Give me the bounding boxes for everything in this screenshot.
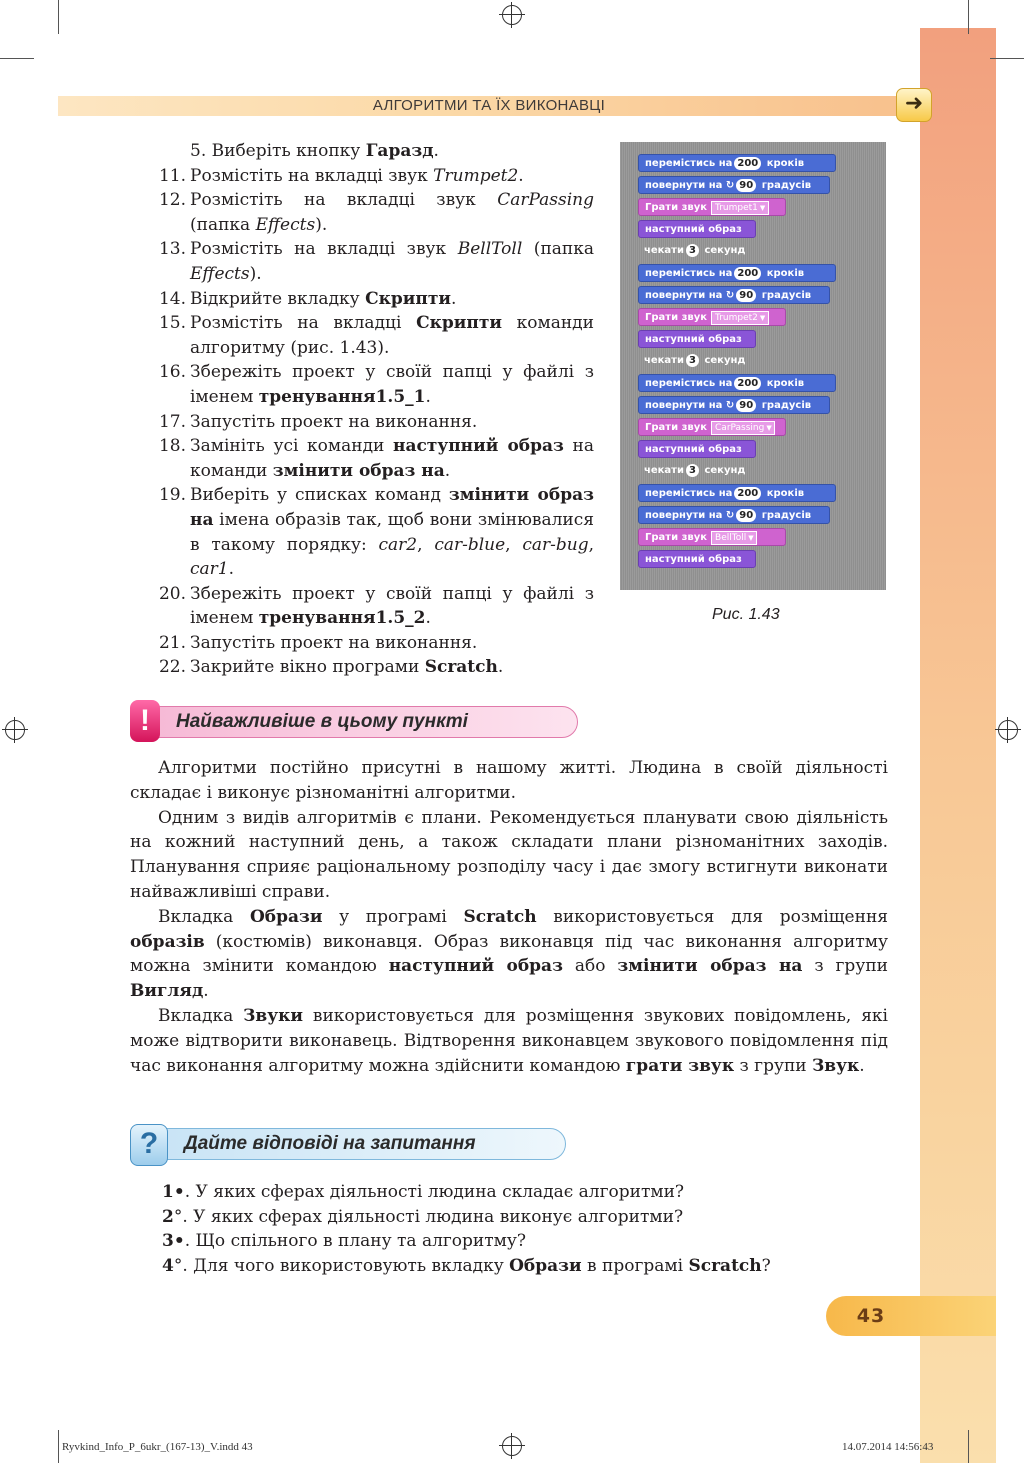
text-run: (папка bbox=[522, 239, 594, 260]
scratch-block-motion-turn bbox=[638, 506, 830, 524]
text-run: 1 bbox=[162, 1182, 174, 1202]
chapter-header-title: АЛГОРИТМИ ТА ЇХ ВИКОНАВЦІ bbox=[372, 97, 606, 114]
scratch-block-motion-turn bbox=[638, 176, 830, 194]
block-label: Грати звук bbox=[645, 202, 708, 213]
text-run: у програмі bbox=[322, 906, 464, 927]
step-item bbox=[148, 287, 594, 312]
text-run: ). bbox=[249, 263, 262, 284]
text-run: ° bbox=[173, 1255, 183, 1276]
figure-caption: Рис. 1.43 bbox=[712, 606, 780, 623]
question-item bbox=[162, 1180, 902, 1205]
block-label: перемістись на bbox=[645, 378, 733, 389]
block-label: секунд bbox=[700, 465, 746, 476]
text-run: CarPassing bbox=[497, 190, 594, 211]
text-run: Звук bbox=[812, 1055, 860, 1076]
question-item bbox=[162, 1229, 902, 1254]
block-label: Грати звук bbox=[645, 532, 708, 543]
text-run: використовується для розміщення звукових повідомлень, які може відтворити виконавець. Відтворення виконавцем звукового повідомлення під час виконання алгоритму можна здійснити командою bbox=[130, 1005, 888, 1076]
step-item bbox=[148, 631, 594, 656]
text-run: з групи bbox=[802, 956, 888, 977]
sound-dropdown: Trumpet2 bbox=[711, 311, 769, 325]
registration-mark-icon bbox=[502, 1436, 522, 1456]
block-label: секунд bbox=[700, 245, 746, 256]
block-label: чекати bbox=[644, 355, 684, 366]
text-run: car-bug bbox=[522, 534, 589, 555]
block-label: повернути на bbox=[645, 180, 723, 191]
text-run: . У яких сферах діяльності людина складає алгоритми? bbox=[184, 1182, 685, 1202]
block-label: наступний образ bbox=[645, 554, 742, 565]
text-run: . bbox=[450, 288, 457, 309]
registration-mark-icon bbox=[502, 5, 522, 25]
text-run: 3 bbox=[162, 1231, 174, 1251]
step-text bbox=[190, 164, 594, 189]
text-run: Scratch bbox=[688, 1255, 762, 1276]
step-text bbox=[190, 311, 594, 360]
summary-paragraph bbox=[130, 905, 888, 1004]
text-run: Гаразд bbox=[365, 141, 434, 161]
question-item bbox=[162, 1254, 902, 1279]
rotate-icon: ↻ bbox=[722, 400, 735, 411]
text-run: Вигляд bbox=[130, 981, 204, 1002]
block-label: повернути на bbox=[645, 400, 723, 411]
block-label: градусів bbox=[758, 180, 812, 191]
text-run: . bbox=[425, 386, 431, 407]
text-run: , bbox=[505, 534, 523, 555]
step-text bbox=[190, 655, 594, 680]
text-run: . bbox=[859, 1055, 865, 1076]
scratch-block-control bbox=[638, 352, 760, 370]
text-run: тренування1.5_1 bbox=[258, 386, 426, 407]
text-run: • bbox=[173, 1231, 185, 1251]
text-run: , bbox=[588, 534, 595, 555]
sound-dropdown: BellToll bbox=[711, 531, 757, 545]
value-input: 200 bbox=[734, 487, 761, 500]
text-run: імена образів так, щоб вони змінювалися в такому порядку: bbox=[190, 509, 594, 555]
scratch-block-motion-turn bbox=[638, 396, 830, 414]
rotate-icon: ↻ bbox=[722, 180, 735, 191]
block-label: секунд bbox=[700, 355, 746, 366]
step-item bbox=[148, 434, 594, 483]
text-run: . bbox=[203, 981, 209, 1002]
question-mark-icon: ? bbox=[130, 1124, 168, 1166]
text-run: або bbox=[562, 956, 618, 977]
text-run: Розмістіть на вкладці звук bbox=[190, 165, 434, 186]
text-run: . bbox=[444, 460, 451, 481]
text-run: . У яких сферах діяльності людина виконує алгоритми? bbox=[182, 1206, 684, 1227]
text-run: Замініть усі команди bbox=[190, 436, 393, 457]
block-label: наступний образ bbox=[645, 334, 742, 345]
step-number: 20. bbox=[158, 583, 186, 604]
text-run: . bbox=[425, 608, 431, 629]
text-run: Скрипти bbox=[365, 288, 451, 309]
step-text bbox=[190, 582, 594, 631]
text-run: Одним з видів алгоритмів є плани. Рекомендується планувати свою діяльність на кожний наступний день, а також складати плани різноманітних заходів. Планування сприяє раціональному розподілу часу і дає змогу встигнути виконати найважливіші справи. bbox=[130, 807, 888, 902]
step-item bbox=[148, 410, 594, 435]
text-run: Закрийте вікно програми bbox=[190, 657, 425, 678]
step-item bbox=[148, 164, 594, 189]
step-text bbox=[190, 188, 594, 237]
crop-mark bbox=[990, 58, 1024, 59]
text-run: використовується для розміщення bbox=[536, 906, 889, 927]
scratch-block-looks bbox=[638, 440, 756, 458]
questions-title: Дайте відповіді на запитання bbox=[184, 1133, 476, 1154]
step-item bbox=[148, 582, 594, 631]
scratch-block-control bbox=[638, 242, 760, 260]
text-run: Розмістіть на вкладці звук bbox=[190, 190, 498, 211]
crop-mark bbox=[58, 1430, 59, 1463]
scratch-block-control bbox=[638, 462, 760, 480]
text-run: Алгоритми постійно присутні в нашому житті. Людина в своїй діяльності складає і виконує різноманітні алгоритми. bbox=[130, 758, 888, 803]
value-input: 200 bbox=[734, 267, 761, 280]
text-run: Відкрийте вкладку bbox=[190, 288, 366, 309]
footer-filename: Ryvkind_Info_P_6ukr_(167-13)_V.indd 43 bbox=[62, 1441, 253, 1453]
step-number bbox=[148, 139, 190, 164]
text-run: Запустіть проект на виконання. bbox=[190, 411, 478, 432]
block-label: чекати bbox=[644, 465, 684, 476]
step-text bbox=[190, 434, 594, 483]
step-text bbox=[190, 483, 594, 581]
text-run: Вкладка bbox=[158, 1005, 244, 1026]
text-run: car-blue bbox=[434, 534, 506, 555]
text-run: Скрипти bbox=[416, 313, 502, 334]
scratch-block-sound bbox=[638, 308, 786, 326]
step-number: 21. bbox=[158, 632, 186, 653]
text-run: в програмі bbox=[581, 1255, 689, 1276]
text-run: Виберіть у списках команд bbox=[190, 485, 449, 506]
value-input: 3 bbox=[686, 464, 699, 477]
text-run: Збережіть проект у своїй папці у файлі з іменем bbox=[190, 583, 594, 629]
block-label: градусів bbox=[758, 510, 812, 521]
step-item bbox=[148, 188, 594, 237]
summary-title: Найважливіше в цьому пункті bbox=[176, 711, 468, 732]
step-number: 16. bbox=[158, 362, 186, 383]
step-item bbox=[148, 237, 594, 286]
step-number: 18. bbox=[158, 436, 186, 457]
questions-list bbox=[162, 1180, 902, 1278]
block-label: перемістись на bbox=[645, 158, 733, 169]
text-run: Effects bbox=[255, 214, 316, 235]
side-color-strip bbox=[920, 28, 996, 1463]
text-run: на команди bbox=[190, 436, 594, 481]
text-run: , bbox=[417, 534, 435, 555]
text-run: . bbox=[228, 559, 235, 580]
scratch-block-sound bbox=[638, 418, 786, 436]
text-run: . bbox=[433, 141, 439, 161]
step-item bbox=[148, 360, 594, 409]
registration-mark-icon bbox=[998, 720, 1018, 740]
step-item bbox=[148, 483, 594, 581]
value-input: 3 bbox=[686, 354, 699, 367]
block-label: перемістись на bbox=[645, 268, 733, 279]
text-run: . Для чого використовують вкладку bbox=[182, 1255, 510, 1276]
registration-mark-icon bbox=[5, 720, 25, 740]
text-run: Scratch bbox=[424, 657, 498, 678]
step-text bbox=[190, 237, 594, 286]
summary-paragraph bbox=[130, 756, 888, 806]
scratch-block-motion-move bbox=[638, 484, 836, 502]
value-input: 90 bbox=[736, 179, 756, 192]
text-run: ? bbox=[761, 1255, 771, 1276]
scratch-block-motion-move bbox=[638, 154, 836, 172]
text-run: образів bbox=[130, 931, 205, 952]
step-text bbox=[190, 139, 594, 164]
text-run: з групи bbox=[734, 1055, 813, 1076]
block-label: повернути на bbox=[645, 290, 723, 301]
scratch-script-figure bbox=[620, 142, 886, 590]
step-text bbox=[190, 287, 594, 312]
step-number: 22. bbox=[158, 657, 186, 678]
text-run: 2 bbox=[162, 1206, 174, 1227]
text-run: . Що спільного в плану та алгоритму? bbox=[184, 1231, 526, 1251]
question-item bbox=[162, 1205, 902, 1230]
block-label: кроків bbox=[763, 158, 805, 169]
scratch-block-sound bbox=[638, 528, 786, 546]
text-run: • bbox=[173, 1182, 185, 1202]
step-number: 14. bbox=[158, 288, 186, 309]
dropdown-arrow-icon: ▼ bbox=[766, 424, 772, 432]
value-input: 90 bbox=[736, 509, 756, 522]
steps-list bbox=[148, 139, 594, 680]
text-run: . bbox=[518, 165, 524, 186]
block-label: перемістись на bbox=[645, 488, 733, 499]
value-input: 200 bbox=[734, 157, 761, 170]
text-run: car1 bbox=[190, 559, 229, 580]
text-run: BellToll bbox=[457, 239, 523, 260]
block-label: повернути на bbox=[645, 510, 723, 521]
summary-paragraph bbox=[130, 806, 888, 905]
text-run: 4 bbox=[162, 1255, 174, 1276]
text-run: Збережіть проект у своїй папці у файлі з іменем bbox=[190, 362, 594, 407]
text-run: Образи bbox=[509, 1255, 582, 1276]
step-number: 13. bbox=[158, 239, 186, 260]
step-number: 11. bbox=[158, 165, 186, 186]
block-label: кроків bbox=[763, 378, 805, 389]
value-input: 3 bbox=[686, 244, 699, 257]
scratch-block-looks bbox=[638, 220, 756, 238]
text-run: тренування1.5_2 bbox=[258, 608, 426, 629]
step-number: 12. bbox=[158, 190, 186, 211]
page-number: 43 bbox=[856, 1305, 886, 1327]
scratch-block-motion-move bbox=[638, 264, 836, 282]
text-run: команди алгоритму (рис. 1.43). bbox=[190, 313, 594, 358]
step-number: 15. bbox=[158, 313, 186, 334]
text-run: грати звук bbox=[625, 1055, 735, 1076]
text-run: Запустіть проект на виконання. bbox=[190, 632, 478, 653]
step-text bbox=[190, 631, 594, 656]
text-run: наступний образ bbox=[388, 956, 563, 977]
step-text bbox=[190, 410, 594, 435]
dropdown-arrow-icon: ▼ bbox=[759, 314, 766, 322]
block-label: кроків bbox=[763, 268, 805, 279]
text-run: змінити образ на bbox=[272, 460, 445, 481]
text-run: Trumpet2 bbox=[433, 165, 519, 186]
text-run: Вкладка bbox=[158, 906, 250, 927]
text-run: Scratch bbox=[463, 906, 537, 927]
block-label: чекати bbox=[644, 245, 684, 256]
crop-mark bbox=[968, 1430, 969, 1463]
block-label: наступний образ bbox=[645, 224, 742, 235]
value-input: 90 bbox=[736, 289, 756, 302]
right-arrow-icon: ➜ bbox=[896, 88, 932, 122]
value-input: 90 bbox=[736, 399, 756, 412]
exclamation-icon: ! bbox=[130, 700, 160, 742]
text-run: Розмістіть на вкладці звук bbox=[190, 239, 458, 260]
block-label: кроків bbox=[763, 488, 805, 499]
crop-mark bbox=[0, 58, 34, 59]
footer-timestamp: 14.07.2014 14:56:43 bbox=[842, 1441, 934, 1453]
text-run: Звуки bbox=[243, 1005, 303, 1026]
text-run: Образи bbox=[249, 906, 323, 927]
rotate-icon: ↻ bbox=[722, 510, 735, 521]
step-number: 19. bbox=[158, 485, 186, 506]
text-run: ° bbox=[173, 1206, 183, 1227]
text-run: 5. Виберіть кнопку bbox=[190, 141, 366, 161]
block-label: Грати звук bbox=[645, 312, 708, 323]
text-run: змінити образ на bbox=[190, 485, 594, 530]
scratch-block-motion-move bbox=[638, 374, 836, 392]
summary-paragraph bbox=[130, 1004, 888, 1078]
text-run: Розмістіть на вкладці bbox=[190, 313, 417, 334]
crop-mark bbox=[58, 0, 59, 34]
step-item bbox=[148, 139, 594, 164]
text-run: змінити образ на bbox=[617, 956, 803, 977]
text-run: Effects bbox=[190, 263, 250, 284]
scratch-block-motion-turn bbox=[638, 286, 830, 304]
step-number: 17. bbox=[158, 411, 186, 432]
step-item bbox=[148, 311, 594, 360]
summary-text bbox=[130, 756, 888, 1078]
block-label: градусів bbox=[758, 290, 812, 301]
sound-dropdown: Trumpet1 bbox=[711, 201, 769, 215]
text-run: car2 bbox=[378, 534, 418, 555]
rotate-icon: ↻ bbox=[722, 290, 735, 301]
step-text bbox=[190, 360, 594, 409]
step-item bbox=[148, 655, 594, 680]
dropdown-arrow-icon: ▼ bbox=[748, 534, 754, 542]
text-run: ). bbox=[315, 214, 328, 235]
text-run: (костюмів) виконавця. Образ виконавця під час виконання алгоритму можна змінити командою bbox=[130, 931, 888, 977]
block-label: градусів bbox=[758, 400, 812, 411]
sound-dropdown: CarPassing bbox=[711, 421, 775, 435]
dropdown-arrow-icon: ▼ bbox=[759, 204, 766, 212]
block-label: Грати звук bbox=[645, 422, 708, 433]
scratch-block-looks bbox=[638, 550, 756, 568]
value-input: 200 bbox=[734, 377, 761, 390]
text-run: . bbox=[497, 657, 504, 678]
text-run: наступний образ bbox=[393, 436, 564, 457]
text-run: (папка bbox=[190, 214, 256, 235]
block-label: наступний образ bbox=[645, 444, 742, 455]
scratch-block-sound bbox=[638, 198, 786, 216]
crop-mark bbox=[968, 0, 969, 34]
scratch-block-looks bbox=[638, 330, 756, 348]
